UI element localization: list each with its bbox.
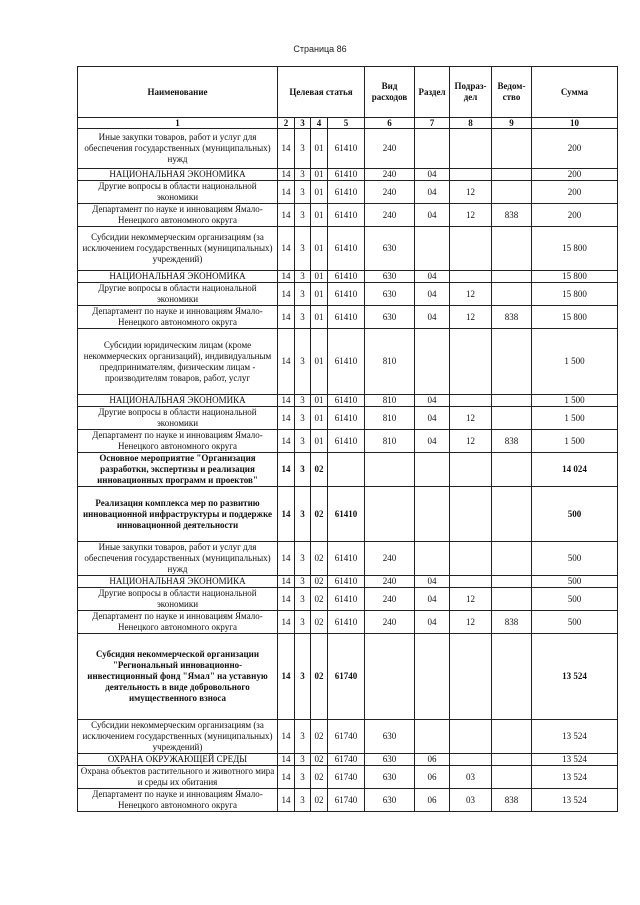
row-name: Департамент по науке и инновациям Ямало-Ненецкого автономного округа	[78, 306, 278, 329]
section-code: 06	[415, 754, 450, 766]
section-code: 04	[415, 611, 450, 634]
target-code-event: 01	[311, 430, 328, 453]
row-name: ОХРАНА ОКРУЖАЮЩЕЙ СРЕДЫ	[78, 754, 278, 766]
target-code-program: 14	[278, 487, 295, 542]
target-code-direction: 61410	[328, 588, 365, 611]
target-code-subprogram: 3	[295, 181, 311, 204]
target-code-direction: 61410	[328, 271, 365, 283]
row-name: Другие вопросы в области национальной экономики	[78, 283, 278, 306]
table-row	[78, 169, 618, 181]
target-code-subprogram: 3	[295, 306, 311, 329]
subsection-code	[450, 329, 492, 395]
row-name: Другие вопросы в области национальной экономики	[78, 407, 278, 430]
target-code-subprogram: 3	[295, 766, 311, 789]
target-code-direction	[328, 453, 365, 487]
row-sum: 13 524	[532, 789, 618, 812]
section-code	[415, 129, 450, 169]
expense-type-code: 630	[365, 789, 415, 812]
target-code-event: 01	[311, 129, 328, 169]
section-code: 06	[415, 766, 450, 789]
row-name: Основное мероприятие "Организация разработки, экспертизы и реализация инновационных программ и проектов"	[78, 453, 278, 487]
target-code-event: 02	[311, 789, 328, 812]
row-sum: 13 524	[532, 720, 618, 754]
department-code	[492, 634, 532, 720]
table-row	[78, 306, 618, 329]
target-code-direction: 61740	[328, 634, 365, 720]
target-code-program: 14	[278, 430, 295, 453]
row-sum: 200	[532, 169, 618, 181]
row-name: Субсидии юридическим лицам (кроме некоммерческих организаций), индивидуальным предпринимателям, физическим лицам - производителям товаров, работ, услуг	[78, 329, 278, 395]
department-code	[492, 754, 532, 766]
header-subsection: Подраз-дел	[450, 67, 492, 118]
target-code-event: 02	[311, 720, 328, 754]
subsection-code: 12	[450, 588, 492, 611]
section-code: 04	[415, 430, 450, 453]
department-code	[492, 766, 532, 789]
target-code-program: 14	[278, 453, 295, 487]
row-name: Субсидия некоммерческой организации "Региональный инновационно-инвестиционный фонд "Ямал" на уставную деятельность в виде добровольного имущественного взноса	[78, 634, 278, 720]
section-code: 04	[415, 204, 450, 227]
row-sum: 13 524	[532, 634, 618, 720]
row-name: Иные закупки товаров, работ и услуг для обеспечения государственных (муниципальных) нужд	[78, 542, 278, 576]
target-code-event: 01	[311, 329, 328, 395]
subsection-code	[450, 453, 492, 487]
header-expense-type: Вид расходов	[365, 67, 415, 118]
expense-type-code: 630	[365, 306, 415, 329]
target-code-program: 14	[278, 766, 295, 789]
department-code	[492, 542, 532, 576]
target-code-event: 02	[311, 453, 328, 487]
column-number: 2	[278, 118, 295, 129]
row-name: Департамент по науке и инновациям Ямало-Ненецкого автономного округа	[78, 430, 278, 453]
table-row	[78, 395, 618, 407]
target-code-event: 02	[311, 754, 328, 766]
target-code-subprogram: 3	[295, 129, 311, 169]
table-row	[78, 271, 618, 283]
table-row	[78, 789, 618, 812]
row-sum: 15 800	[532, 271, 618, 283]
target-code-event: 02	[311, 542, 328, 576]
target-code-subprogram: 3	[295, 283, 311, 306]
target-code-event: 01	[311, 271, 328, 283]
section-code: 04	[415, 306, 450, 329]
target-code-program: 14	[278, 271, 295, 283]
row-name: Департамент по науке и инновациям Ямало-Ненецкого автономного округа	[78, 611, 278, 634]
target-code-program: 14	[278, 129, 295, 169]
row-sum: 1 500	[532, 329, 618, 395]
section-code: 04	[415, 407, 450, 430]
row-sum: 500	[532, 611, 618, 634]
target-code-subprogram: 3	[295, 720, 311, 754]
subsection-code: 12	[450, 283, 492, 306]
target-code-subprogram: 3	[295, 395, 311, 407]
target-code-program: 14	[278, 407, 295, 430]
column-number: 6	[365, 118, 415, 129]
target-code-subprogram: 3	[295, 329, 311, 395]
expense-type-code: 240	[365, 542, 415, 576]
target-code-event: 01	[311, 204, 328, 227]
target-code-subprogram: 3	[295, 487, 311, 542]
column-number: 9	[492, 118, 532, 129]
department-code	[492, 227, 532, 271]
target-code-direction: 61740	[328, 754, 365, 766]
department-code: 838	[492, 430, 532, 453]
header-section: Раздел	[415, 67, 450, 118]
subsection-code	[450, 271, 492, 283]
subsection-code: 12	[450, 306, 492, 329]
row-sum: 500	[532, 576, 618, 588]
target-code-subprogram: 3	[295, 611, 311, 634]
row-name: Реализация комплекса мер по развитию инновационной инфраструктуры и поддержке инновационной деятельности	[78, 487, 278, 542]
table-header-row	[78, 67, 618, 118]
target-code-direction: 61740	[328, 720, 365, 754]
row-sum: 500	[532, 588, 618, 611]
table-row	[78, 766, 618, 789]
table-row	[78, 407, 618, 430]
subsection-code	[450, 542, 492, 576]
table-row	[78, 453, 618, 487]
target-code-direction: 61410	[328, 169, 365, 181]
row-sum: 13 524	[532, 766, 618, 789]
expense-type-code: 630	[365, 227, 415, 271]
column-number: 1	[78, 118, 278, 129]
subsection-code: 03	[450, 789, 492, 812]
target-code-event: 02	[311, 576, 328, 588]
column-number: 5	[328, 118, 365, 129]
subsection-code	[450, 487, 492, 542]
target-code-direction: 61410	[328, 204, 365, 227]
table-row	[78, 634, 618, 720]
section-code: 04	[415, 588, 450, 611]
expense-type-code: 810	[365, 407, 415, 430]
row-sum: 200	[532, 129, 618, 169]
target-code-event: 01	[311, 283, 328, 306]
row-name: НАЦИОНАЛЬНАЯ ЭКОНОМИКА	[78, 169, 278, 181]
subsection-code: 12	[450, 407, 492, 430]
target-code-subprogram: 3	[295, 542, 311, 576]
subsection-code	[450, 227, 492, 271]
row-sum: 500	[532, 487, 618, 542]
table-row	[78, 720, 618, 754]
row-name: НАЦИОНАЛЬНАЯ ЭКОНОМИКА	[78, 576, 278, 588]
expense-type-code: 630	[365, 720, 415, 754]
section-code: 06	[415, 789, 450, 812]
target-code-program: 14	[278, 283, 295, 306]
section-code	[415, 720, 450, 754]
expense-type-code: 630	[365, 766, 415, 789]
target-code-program: 14	[278, 576, 295, 588]
subsection-code	[450, 634, 492, 720]
department-code	[492, 453, 532, 487]
target-code-direction: 61740	[328, 766, 365, 789]
target-code-subprogram: 3	[295, 204, 311, 227]
section-code: 04	[415, 283, 450, 306]
row-sum: 15 800	[532, 306, 618, 329]
table-row	[78, 588, 618, 611]
row-sum: 1 500	[532, 430, 618, 453]
target-code-program: 14	[278, 789, 295, 812]
section-code: 04	[415, 576, 450, 588]
expense-type-code	[365, 453, 415, 487]
page-number-label: Страница 86	[293, 44, 347, 54]
target-code-direction: 61740	[328, 789, 365, 812]
subsection-code	[450, 169, 492, 181]
row-sum: 200	[532, 181, 618, 204]
expense-type-code: 240	[365, 169, 415, 181]
department-code: 838	[492, 611, 532, 634]
department-code	[492, 129, 532, 169]
department-code	[492, 329, 532, 395]
subsection-code	[450, 720, 492, 754]
section-code	[415, 634, 450, 720]
target-code-program: 14	[278, 306, 295, 329]
row-name: Охрана объектов растительного и животного мира и среды их обитания	[78, 766, 278, 789]
department-code	[492, 407, 532, 430]
table-row	[78, 181, 618, 204]
table-row	[78, 204, 618, 227]
target-code-subprogram: 3	[295, 576, 311, 588]
row-sum: 15 800	[532, 227, 618, 271]
row-name: Субсидии некоммерческим организациям (за исключением государственных (муниципальных) учреждений)	[78, 227, 278, 271]
target-code-program: 14	[278, 395, 295, 407]
target-code-direction: 61410	[328, 611, 365, 634]
department-code	[492, 271, 532, 283]
target-code-direction: 61410	[328, 306, 365, 329]
target-code-subprogram: 3	[295, 453, 311, 487]
target-code-program: 14	[278, 754, 295, 766]
target-code-direction: 61410	[328, 283, 365, 306]
expense-type-code: 240	[365, 204, 415, 227]
target-code-program: 14	[278, 542, 295, 576]
target-code-program: 14	[278, 204, 295, 227]
table-row	[78, 576, 618, 588]
row-sum: 15 800	[532, 283, 618, 306]
target-code-direction: 61410	[328, 227, 365, 271]
target-code-event: 01	[311, 227, 328, 271]
target-code-subprogram: 3	[295, 430, 311, 453]
subsection-code	[450, 576, 492, 588]
header-sum: Сумма	[532, 67, 618, 118]
expense-type-code: 810	[365, 430, 415, 453]
expense-type-code: 240	[365, 611, 415, 634]
row-sum: 14 024	[532, 453, 618, 487]
table-row	[78, 542, 618, 576]
target-code-direction: 61410	[328, 181, 365, 204]
department-code: 838	[492, 204, 532, 227]
expense-type-code: 630	[365, 271, 415, 283]
target-code-subprogram: 3	[295, 588, 311, 611]
column-numbers-row	[78, 118, 618, 129]
row-name: НАЦИОНАЛЬНАЯ ЭКОНОМИКА	[78, 395, 278, 407]
table-row	[78, 487, 618, 542]
row-sum: 13 524	[532, 754, 618, 766]
expense-type-code	[365, 487, 415, 542]
department-code	[492, 576, 532, 588]
row-name: НАЦИОНАЛЬНАЯ ЭКОНОМИКА	[78, 271, 278, 283]
table-row	[78, 611, 618, 634]
target-code-direction: 61410	[328, 407, 365, 430]
expense-type-code: 240	[365, 576, 415, 588]
target-code-direction: 61410	[328, 487, 365, 542]
target-code-program: 14	[278, 227, 295, 271]
expense-type-code: 630	[365, 283, 415, 306]
target-code-direction: 61410	[328, 542, 365, 576]
department-code	[492, 169, 532, 181]
section-code	[415, 453, 450, 487]
column-number: 4	[311, 118, 328, 129]
subsection-code: 12	[450, 181, 492, 204]
column-number: 10	[532, 118, 618, 129]
section-code: 04	[415, 271, 450, 283]
header-department: Ведом-ство	[492, 67, 532, 118]
row-name: Департамент по науке и инновациям Ямало-Ненецкого автономного округа	[78, 789, 278, 812]
target-code-direction: 61410	[328, 129, 365, 169]
target-code-event: 01	[311, 306, 328, 329]
expense-type-code	[365, 634, 415, 720]
department-code	[492, 181, 532, 204]
section-code	[415, 329, 450, 395]
target-code-event: 02	[311, 611, 328, 634]
department-code: 838	[492, 306, 532, 329]
target-code-program: 14	[278, 181, 295, 204]
section-code: 04	[415, 169, 450, 181]
row-name: Другие вопросы в области национальной экономики	[78, 588, 278, 611]
subsection-code: 12	[450, 204, 492, 227]
table-row	[78, 430, 618, 453]
department-code	[492, 588, 532, 611]
section-code: 04	[415, 181, 450, 204]
subsection-code: 12	[450, 611, 492, 634]
target-code-program: 14	[278, 720, 295, 754]
target-code-subprogram: 3	[295, 169, 311, 181]
section-code	[415, 227, 450, 271]
department-code	[492, 395, 532, 407]
section-code	[415, 487, 450, 542]
row-sum: 200	[532, 204, 618, 227]
target-code-program: 14	[278, 169, 295, 181]
target-code-event: 02	[311, 588, 328, 611]
target-code-event: 01	[311, 169, 328, 181]
row-sum: 500	[532, 542, 618, 576]
expense-type-code: 810	[365, 329, 415, 395]
department-code	[492, 487, 532, 542]
budget-table	[77, 66, 618, 812]
target-code-event: 02	[311, 487, 328, 542]
department-code: 838	[492, 789, 532, 812]
subsection-code	[450, 129, 492, 169]
row-name: Субсидии некоммерческим организациям (за исключением государственных (муниципальных) учреждений)	[78, 720, 278, 754]
department-code	[492, 720, 532, 754]
expense-type-code: 810	[365, 395, 415, 407]
target-code-program: 14	[278, 634, 295, 720]
section-code	[415, 542, 450, 576]
target-code-event: 02	[311, 634, 328, 720]
target-code-subprogram: 3	[295, 407, 311, 430]
subsection-code	[450, 395, 492, 407]
target-code-subprogram: 3	[295, 634, 311, 720]
expense-type-code: 240	[365, 588, 415, 611]
row-sum: 1 500	[532, 395, 618, 407]
expense-type-code: 240	[365, 129, 415, 169]
expense-type-code: 630	[365, 754, 415, 766]
target-code-program: 14	[278, 329, 295, 395]
target-code-program: 14	[278, 588, 295, 611]
expense-type-code: 240	[365, 181, 415, 204]
header-target: Целевая статья	[278, 67, 365, 118]
table-row	[78, 329, 618, 395]
section-code: 04	[415, 395, 450, 407]
target-code-program: 14	[278, 611, 295, 634]
target-code-subprogram: 3	[295, 227, 311, 271]
column-number: 3	[295, 118, 311, 129]
column-number: 8	[450, 118, 492, 129]
subsection-code: 12	[450, 430, 492, 453]
department-code	[492, 283, 532, 306]
target-code-event: 01	[311, 181, 328, 204]
target-code-direction: 61410	[328, 430, 365, 453]
row-name: Департамент по науке и инновациям Ямало-Ненецкого автономного округа	[78, 204, 278, 227]
target-code-subprogram: 3	[295, 271, 311, 283]
target-code-direction: 61410	[328, 395, 365, 407]
target-code-direction: 61410	[328, 329, 365, 395]
target-code-subprogram: 3	[295, 754, 311, 766]
table-row	[78, 754, 618, 766]
table-row	[78, 227, 618, 271]
table-row	[78, 129, 618, 169]
table-row	[78, 283, 618, 306]
target-code-event: 01	[311, 407, 328, 430]
target-code-event: 02	[311, 766, 328, 789]
target-code-subprogram: 3	[295, 789, 311, 812]
target-code-event: 01	[311, 395, 328, 407]
row-name: Другие вопросы в области национальной экономики	[78, 181, 278, 204]
column-number: 7	[415, 118, 450, 129]
row-sum: 1 500	[532, 407, 618, 430]
subsection-code: 03	[450, 766, 492, 789]
subsection-code	[450, 754, 492, 766]
target-code-direction: 61410	[328, 576, 365, 588]
row-name: Иные закупки товаров, работ и услуг для обеспечения государственных (муниципальных) нужд	[78, 129, 278, 169]
header-name: Наименование	[78, 67, 278, 118]
